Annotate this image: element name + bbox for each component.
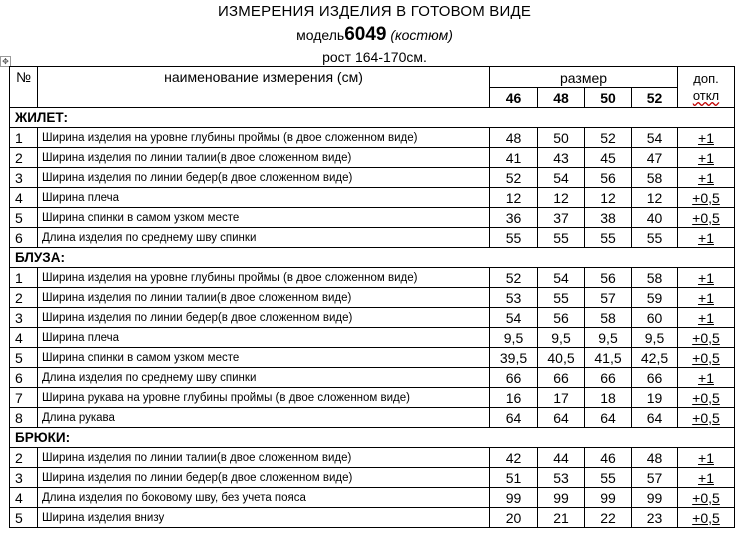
size-value-50: 45 — [585, 148, 632, 168]
size-value-46: 51 — [490, 468, 538, 488]
col-header-size: размер — [490, 67, 678, 88]
tolerance-cell — [678, 228, 735, 248]
tolerance-cell — [678, 408, 735, 428]
tolerance-cell — [678, 168, 735, 188]
size-value-48: 37 — [538, 208, 585, 228]
size-value-52: 47 — [632, 148, 678, 168]
table-row — [10, 208, 735, 228]
tolerance-value: +1 — [698, 170, 714, 186]
size-value-52: 55 — [632, 228, 678, 248]
size-value-50: 38 — [585, 208, 632, 228]
size-value-50: 52 — [585, 128, 632, 148]
table-row — [10, 448, 735, 468]
measurement-name: Длина рукава — [38, 408, 490, 428]
tolerance-value: +0,5 — [692, 510, 720, 526]
table-row — [10, 268, 735, 288]
size-value-50: 66 — [585, 368, 632, 388]
size-value-52: 58 — [632, 268, 678, 288]
table-row — [10, 148, 735, 168]
size-value-46: 36 — [490, 208, 538, 228]
tolerance-value: +1 — [698, 310, 714, 326]
size-value-52: 60 — [632, 308, 678, 328]
size-value-48: 40,5 — [538, 348, 585, 368]
row-number: 3 — [10, 308, 38, 328]
tolerance-cell — [678, 308, 735, 328]
section-empty-cell — [490, 108, 735, 128]
size-value-46: 20 — [490, 508, 538, 528]
size-value-46: 48 — [490, 128, 538, 148]
measurements-table — [9, 66, 735, 528]
row-number: 6 — [10, 368, 38, 388]
measurement-name: Ширина изделия внизу — [38, 508, 490, 528]
size-value-48: 54 — [538, 168, 585, 188]
tolerance-cell — [678, 488, 735, 508]
size-header-48: 48 — [538, 88, 585, 108]
table-move-handle-icon[interactable]: ✥ — [0, 56, 11, 67]
size-value-52: 58 — [632, 168, 678, 188]
size-value-50: 58 — [585, 308, 632, 328]
size-value-46: 12 — [490, 188, 538, 208]
tolerance-value: +1 — [698, 450, 714, 466]
table-row — [10, 308, 735, 328]
size-value-50: 55 — [585, 228, 632, 248]
tolerance-cell — [678, 328, 735, 348]
size-value-48: 55 — [538, 228, 585, 248]
size-value-46: 9,5 — [490, 328, 538, 348]
tolerance-cell — [678, 288, 735, 308]
table-row — [10, 288, 735, 308]
measurement-name: Ширина изделия на уровне глубины проймы (в двое сложенном виде) — [38, 128, 490, 148]
size-value-48: 55 — [538, 288, 585, 308]
measurement-name: Ширина плеча — [38, 328, 490, 348]
size-value-52: 99 — [632, 488, 678, 508]
tolerance-value: +1 — [698, 230, 714, 246]
section-empty-cell — [490, 428, 735, 448]
tolerance-cell — [678, 148, 735, 168]
size-value-50: 56 — [585, 268, 632, 288]
size-value-48: 21 — [538, 508, 585, 528]
size-value-48: 53 — [538, 468, 585, 488]
size-value-46: 16 — [490, 388, 538, 408]
measurement-name: Ширина изделия по линии талии(в двое сложенном виде) — [38, 448, 490, 468]
row-number: 8 — [10, 408, 38, 428]
size-value-46: 41 — [490, 148, 538, 168]
model-line — [0, 24, 749, 46]
tolerance-value: +0,5 — [692, 490, 720, 506]
size-value-52: 42,5 — [632, 348, 678, 368]
tolerance-value: +0,5 — [692, 190, 720, 206]
table-row — [10, 128, 735, 148]
size-value-52: 48 — [632, 448, 678, 468]
table-row — [10, 228, 735, 248]
size-header-52: 52 — [632, 88, 678, 108]
size-value-50: 56 — [585, 168, 632, 188]
model-prefix: модель — [296, 27, 345, 43]
size-value-52: 12 — [632, 188, 678, 208]
tolerance-value: +1 — [698, 270, 714, 286]
measurement-name: Ширина рукава на уровне глубины проймы (в двое сложенном виде) — [38, 388, 490, 408]
row-number: 2 — [10, 288, 38, 308]
table-row — [10, 388, 735, 408]
tolerance-value: +1 — [698, 370, 714, 386]
size-value-50: 57 — [585, 288, 632, 308]
row-number: 1 — [10, 268, 38, 288]
tolerance-cell — [678, 368, 735, 388]
section-row — [10, 248, 735, 268]
size-value-48: 56 — [538, 308, 585, 328]
size-value-48: 43 — [538, 148, 585, 168]
size-value-50: 99 — [585, 488, 632, 508]
tolerance-value: +0,5 — [692, 350, 720, 366]
table-row — [10, 168, 735, 188]
size-value-52: 54 — [632, 128, 678, 148]
tolerance-value: +0,5 — [692, 390, 720, 406]
tolerance-cell — [678, 208, 735, 228]
col-header-tolerance — [678, 67, 735, 108]
height-line: рост 164-170см. — [322, 49, 427, 65]
measurement-name: Ширина спинки в самом узком месте — [38, 208, 490, 228]
size-value-48: 50 — [538, 128, 585, 148]
row-number: 1 — [10, 128, 38, 148]
size-value-46: 64 — [490, 408, 538, 428]
measurement-name: Ширина изделия на уровне глубины проймы (в двое сложенном виде) — [38, 268, 490, 288]
tolerance-cell — [678, 508, 735, 528]
row-number: 5 — [10, 348, 38, 368]
table-row — [10, 188, 735, 208]
measurement-name: Ширина спинки в самом узком месте — [38, 348, 490, 368]
section-empty-cell — [490, 248, 735, 268]
section-title: БРЮКИ: — [10, 428, 490, 448]
tolerance-value: +1 — [698, 130, 714, 146]
col-header-name: наименование измерения (см) — [38, 67, 490, 108]
table-row — [10, 468, 735, 488]
size-value-48: 64 — [538, 408, 585, 428]
size-value-52: 59 — [632, 288, 678, 308]
size-value-50: 41,5 — [585, 348, 632, 368]
size-header-46: 46 — [490, 88, 538, 108]
measurement-name: Ширина изделия по линии бедер(в двое сложенном виде) — [38, 168, 490, 188]
size-value-48: 12 — [538, 188, 585, 208]
size-value-52: 23 — [632, 508, 678, 528]
size-value-48: 66 — [538, 368, 585, 388]
size-value-50: 64 — [585, 408, 632, 428]
size-value-48: 99 — [538, 488, 585, 508]
size-value-52: 40 — [632, 208, 678, 228]
row-number: 5 — [10, 508, 38, 528]
size-value-46: 99 — [490, 488, 538, 508]
row-number: 4 — [10, 488, 38, 508]
tolerance-value: +1 — [698, 470, 714, 486]
size-value-48: 17 — [538, 388, 585, 408]
tolerance-cell — [678, 448, 735, 468]
section-title: ЖИЛЕТ: — [10, 108, 490, 128]
measurement-name: Ширина изделия по линии бедер(в двое сложенном виде) — [38, 308, 490, 328]
row-number: 3 — [10, 468, 38, 488]
row-number: 7 — [10, 388, 38, 408]
section-row — [10, 108, 735, 128]
measurement-name: Ширина изделия по линии талии(в двое сложенном виде) — [38, 288, 490, 308]
table-row — [10, 368, 735, 388]
size-value-52: 57 — [632, 468, 678, 488]
tolerance-value: +1 — [698, 150, 714, 166]
measurement-name: Ширина изделия по линии талии(в двое сложенном виде) — [38, 148, 490, 168]
table-row — [10, 408, 735, 428]
tolerance-cell — [678, 468, 735, 488]
size-value-46: 53 — [490, 288, 538, 308]
row-number: 3 — [10, 168, 38, 188]
size-value-46: 66 — [490, 368, 538, 388]
size-value-52: 19 — [632, 388, 678, 408]
size-value-48: 54 — [538, 268, 585, 288]
size-value-50: 46 — [585, 448, 632, 468]
measurement-name: Длина изделия по боковому шву, без учета пояса — [38, 488, 490, 508]
tolerance-line2: откл — [692, 88, 720, 103]
table-row — [10, 508, 735, 528]
size-value-48: 44 — [538, 448, 585, 468]
document-title: ИЗМЕРЕНИЯ ИЗДЕЛИЯ В ГОТОВОМ ВИДЕ — [217, 3, 532, 20]
measurement-name: Длина изделия по среднему шву спинки — [38, 228, 490, 248]
tolerance-line1: доп. — [693, 71, 719, 86]
row-number: 4 — [10, 188, 38, 208]
size-value-50: 18 — [585, 388, 632, 408]
size-value-52: 9,5 — [632, 328, 678, 348]
row-number: 6 — [10, 228, 38, 248]
tolerance-value: +0,5 — [692, 210, 720, 226]
row-number: 2 — [10, 148, 38, 168]
measurement-name: Длина изделия по среднему шву спинки — [38, 368, 490, 388]
size-value-50: 12 — [585, 188, 632, 208]
section-title: БЛУЗА: — [10, 248, 490, 268]
size-value-52: 64 — [632, 408, 678, 428]
table-row — [10, 348, 735, 368]
size-value-46: 42 — [490, 448, 538, 468]
section-row — [10, 428, 735, 448]
size-value-50: 22 — [585, 508, 632, 528]
row-number: 4 — [10, 328, 38, 348]
measurement-name: Ширина плеча — [38, 188, 490, 208]
tolerance-cell — [678, 268, 735, 288]
measurement-name: Ширина изделия по линии бедер(в двое сложенном виде) — [38, 468, 490, 488]
tolerance-cell — [678, 388, 735, 408]
size-value-52: 66 — [632, 368, 678, 388]
size-value-46: 54 — [490, 308, 538, 328]
tolerance-value: +1 — [698, 290, 714, 306]
tolerance-value: +0,5 — [692, 410, 720, 426]
size-value-46: 52 — [490, 168, 538, 188]
size-value-50: 55 — [585, 468, 632, 488]
row-number: 2 — [10, 448, 38, 468]
model-type: (костюм) — [390, 27, 453, 43]
row-number: 5 — [10, 208, 38, 228]
table-row — [10, 328, 735, 348]
size-value-46: 52 — [490, 268, 538, 288]
col-header-no: № — [10, 67, 38, 108]
size-header-50: 50 — [585, 88, 632, 108]
model-number: 6049 — [344, 24, 387, 45]
tolerance-value: +0,5 — [692, 330, 720, 346]
size-value-46: 55 — [490, 228, 538, 248]
tolerance-cell — [678, 128, 735, 148]
table-row — [10, 488, 735, 508]
size-value-46: 39,5 — [490, 348, 538, 368]
size-value-50: 9,5 — [585, 328, 632, 348]
size-value-48: 9,5 — [538, 328, 585, 348]
tolerance-cell — [678, 348, 735, 368]
tolerance-cell — [678, 188, 735, 208]
